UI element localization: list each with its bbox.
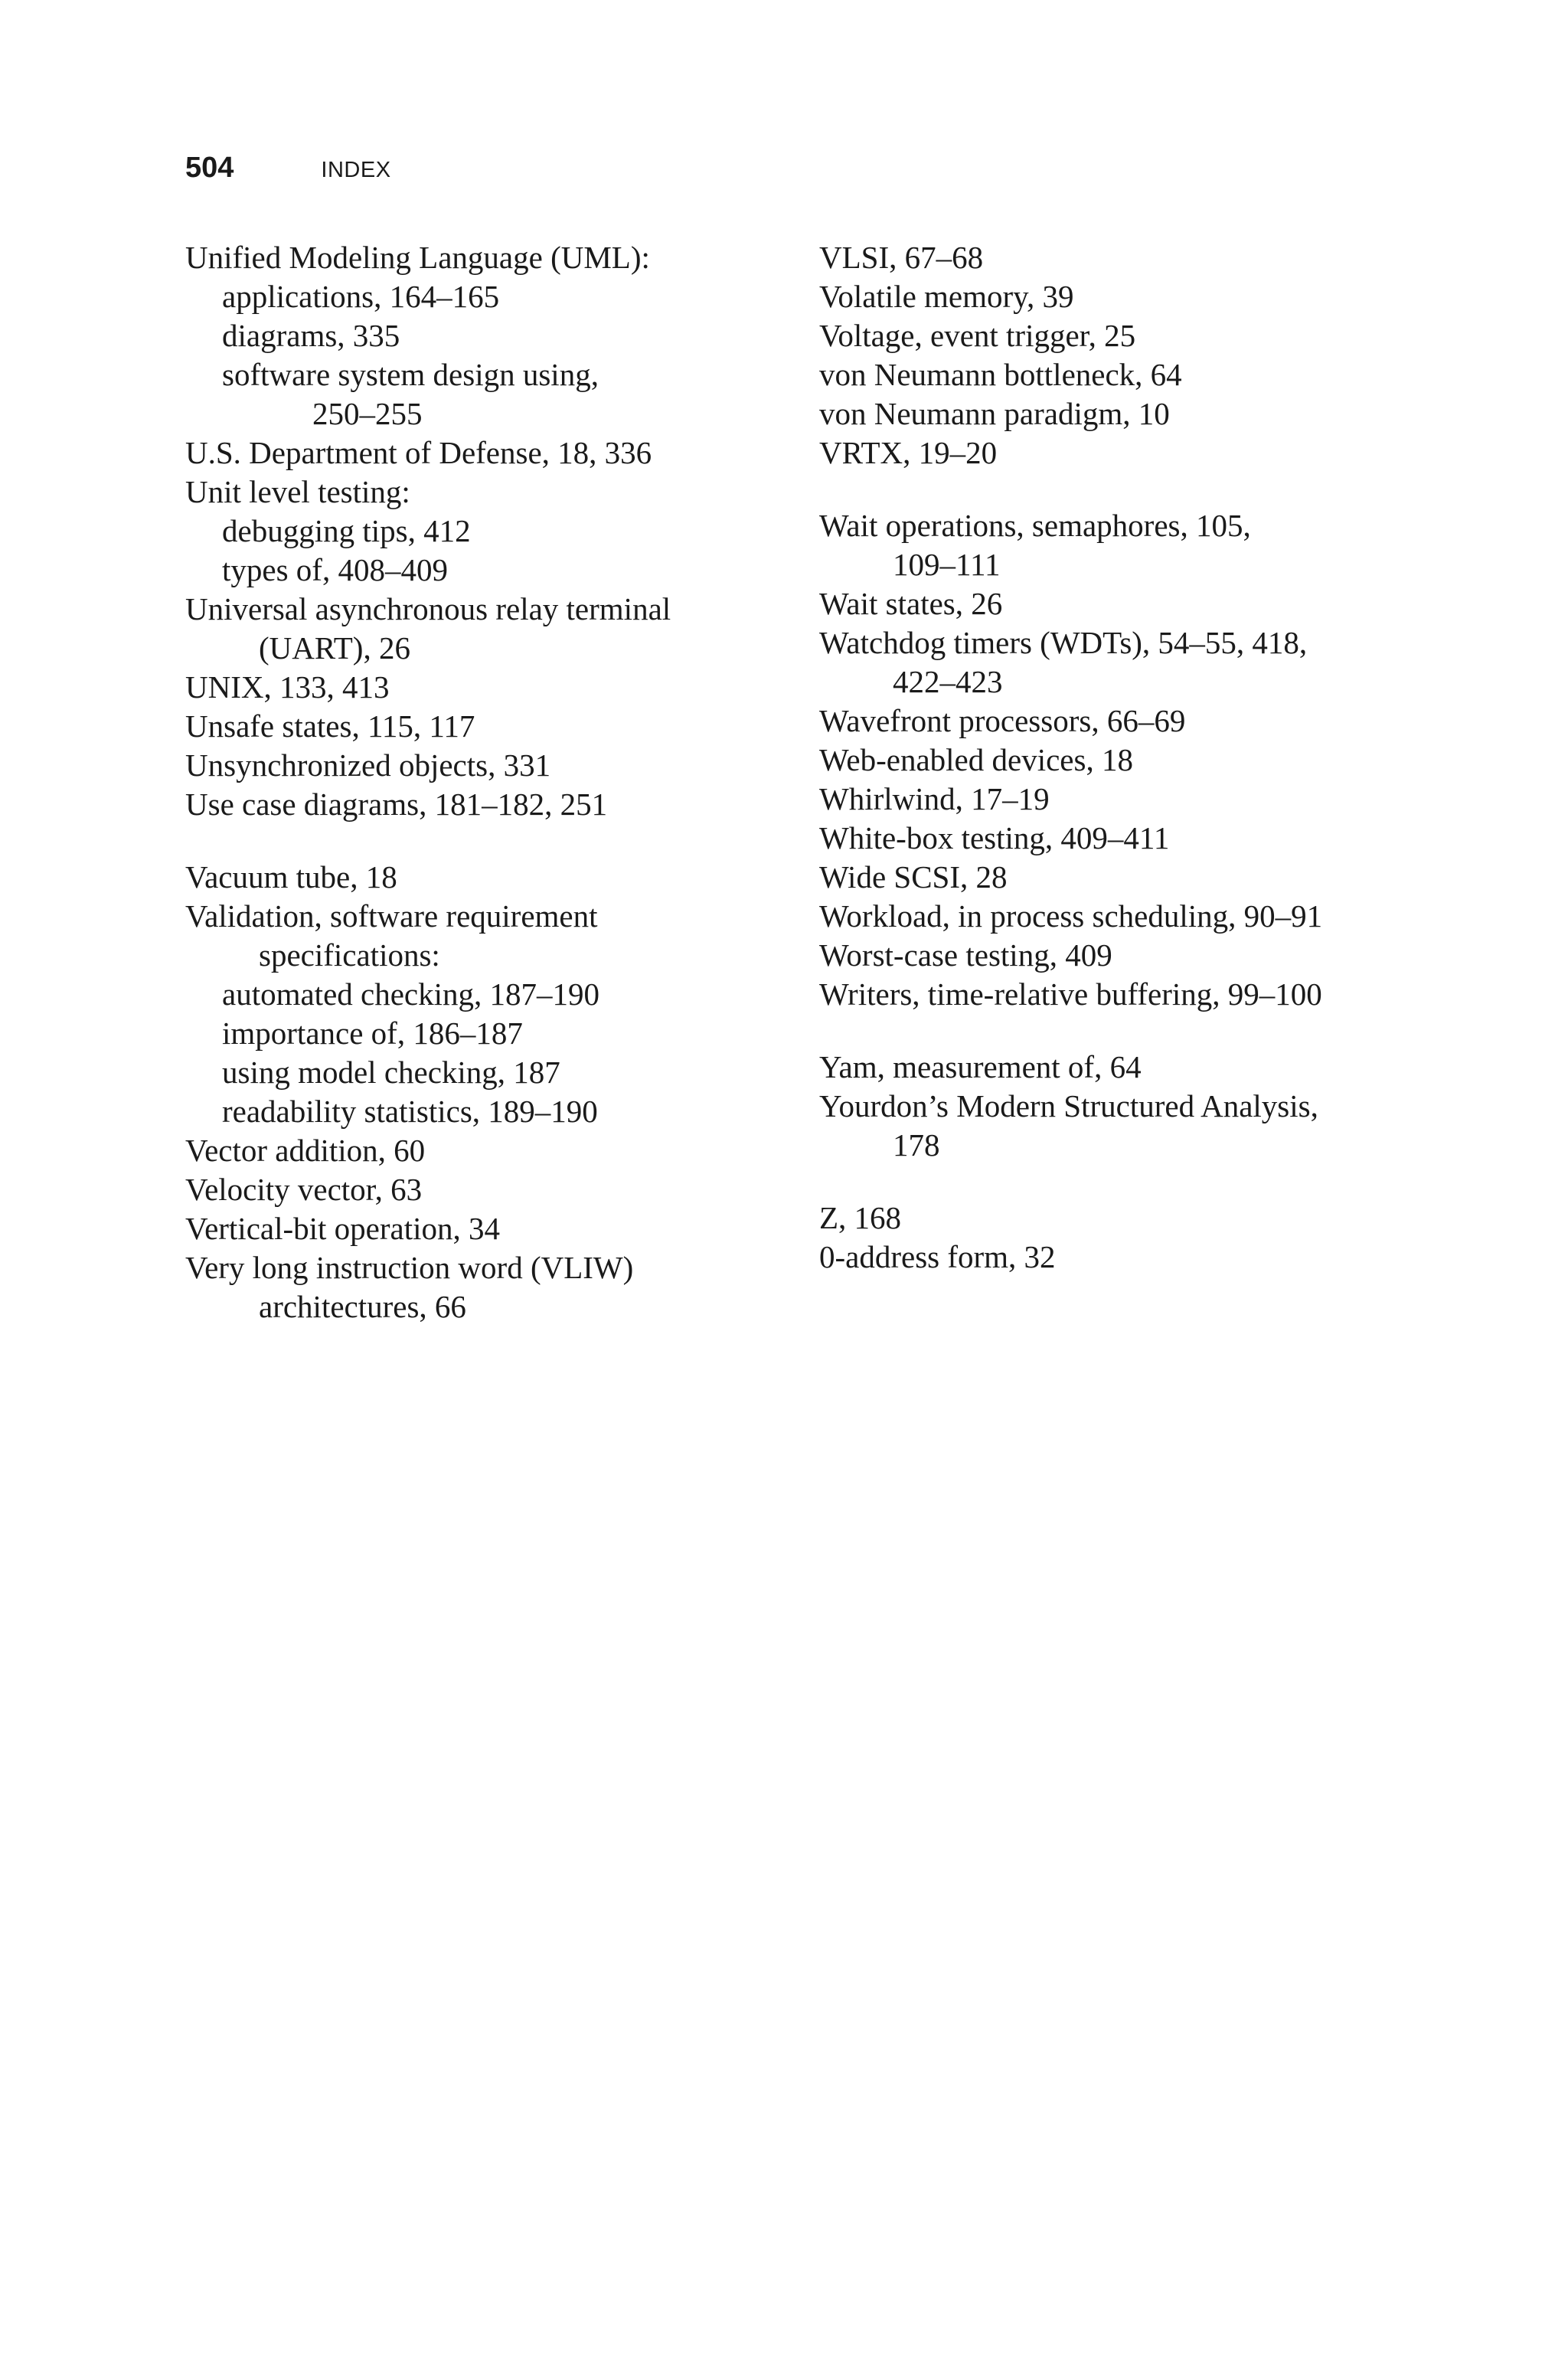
letter-group-gap <box>819 1014 1416 1048</box>
index-entry: Use case diagrams, 181–182, 251 <box>185 787 608 822</box>
letter-group-gap <box>819 473 1416 506</box>
letter-group <box>185 238 782 824</box>
index-entry: Validation, software requirement <box>185 898 598 934</box>
index-entry: Worst-case testing, 409 <box>819 937 1112 973</box>
running-head <box>185 152 391 198</box>
index-subentry: applications, 164–165 <box>222 279 500 314</box>
index-entry: Writers, time-relative buffering, 99–100 <box>819 976 1322 1012</box>
letter-group <box>819 506 1416 1014</box>
index-entry: VRTX, 19–20 <box>819 435 998 470</box>
index-entry: Voltage, event trigger, 25 <box>819 318 1136 353</box>
index-column-right <box>819 238 1416 1277</box>
letter-group <box>819 238 1416 473</box>
index-entry: Unified Modeling Language (UML): <box>185 240 650 275</box>
index-entry: Workload, in process scheduling, 90–91 <box>819 898 1323 934</box>
index-entry: Watchdog timers (WDTs), 54–55, 418, <box>819 625 1308 660</box>
index-entry: von Neumann bottleneck, 64 <box>819 357 1182 392</box>
index-entry-continuation: 250–255 <box>312 396 423 431</box>
letter-group <box>185 858 782 1326</box>
index-entry: Wide SCSI, 28 <box>819 859 1008 895</box>
letter-group <box>819 1048 1416 1165</box>
index-subentry: automated checking, 187–190 <box>222 976 600 1012</box>
index-entry: Volatile memory, 39 <box>819 279 1074 314</box>
index-entry: Unsafe states, 115, 117 <box>185 708 475 744</box>
index-entry: Web-enabled devices, 18 <box>819 742 1133 777</box>
letter-group <box>819 1199 1416 1277</box>
index-subentry: debugging tips, 412 <box>222 513 471 548</box>
index-entry-continuation: 178 <box>893 1127 940 1163</box>
index-entry: Wait operations, semaphores, 105, <box>819 508 1251 543</box>
page-number: 504 <box>185 152 234 184</box>
index-column-left <box>185 238 782 1326</box>
index-entry: VLSI, 67–68 <box>819 240 984 275</box>
index-entry: Vacuum tube, 18 <box>185 859 397 895</box>
index-subentry: readability statistics, 189–190 <box>222 1094 598 1129</box>
index-entry: Yourdon’s Modern Structured Analysis, <box>819 1088 1318 1123</box>
index-entry: Vector addition, 60 <box>185 1133 426 1168</box>
index-entry: Very long instruction word (VLIW) <box>185 1250 634 1285</box>
index-subentry: software system design using, <box>222 357 599 392</box>
index-subentry: diagrams, 335 <box>222 318 400 353</box>
index-entry: 0-address form, 32 <box>819 1239 1056 1274</box>
index-entry: Yam, measurement of, 64 <box>819 1049 1142 1084</box>
index-entry: White-box testing, 409–411 <box>819 820 1170 855</box>
letter-group-gap <box>185 824 782 858</box>
index-subentry: types of, 408–409 <box>222 552 448 587</box>
index-entry: Vertical-bit operation, 34 <box>185 1211 501 1246</box>
index-entry: Velocity vector, 63 <box>185 1172 423 1207</box>
index-entry: Wavefront processors, 66–69 <box>819 703 1186 738</box>
index-entry-continuation: 422–423 <box>893 664 1003 699</box>
index-subentry: importance of, 186–187 <box>222 1016 523 1051</box>
index-subentry: using model checking, 187 <box>222 1055 560 1090</box>
section-title: INDEX <box>321 158 391 182</box>
index-entry: Whirlwind, 17–19 <box>819 781 1050 816</box>
index-entry: U.S. Department of Defense, 18, 336 <box>185 435 652 470</box>
index-entry: Universal asynchronous relay terminal <box>185 591 671 626</box>
index-entry: UNIX, 133, 413 <box>185 669 390 705</box>
index-entry-continuation: specifications: <box>259 937 440 973</box>
letter-group-gap <box>819 1165 1416 1199</box>
index-entry: Wait states, 26 <box>819 586 1003 621</box>
index-entry-continuation: architectures, 66 <box>259 1289 466 1324</box>
index-entry: Unsynchronized objects, 331 <box>185 747 551 783</box>
index-entry-continuation: (UART), 26 <box>259 630 410 666</box>
index-entry: Z, 168 <box>819 1200 902 1235</box>
index-entry-continuation: 109–111 <box>893 547 1001 582</box>
index-entry: Unit level testing: <box>185 474 410 509</box>
index-entry: von Neumann paradigm, 10 <box>819 396 1170 431</box>
